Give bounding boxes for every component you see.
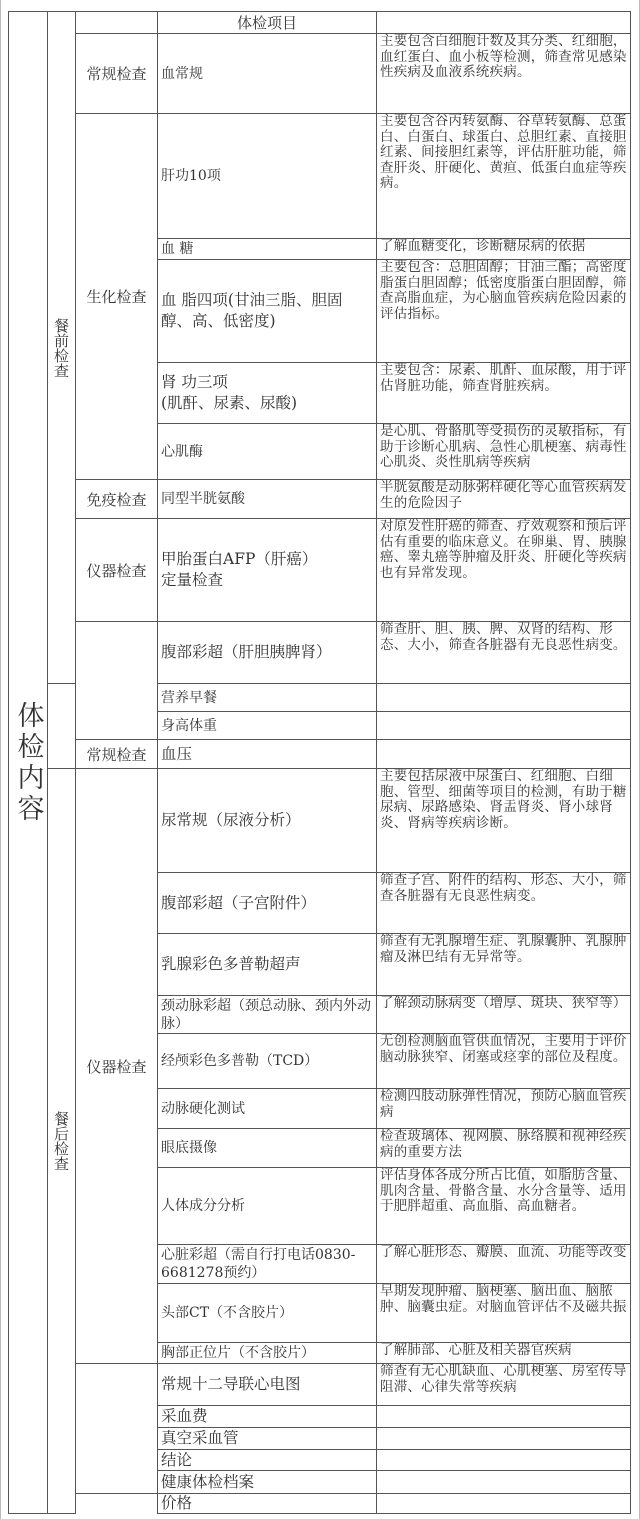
desc-cell bbox=[376, 872, 631, 934]
section-pre-meal-text: 餐前检查 bbox=[52, 317, 70, 378]
item-cell bbox=[157, 423, 377, 480]
desc-cell bbox=[376, 621, 631, 684]
category-cell-text: 仪器检查 bbox=[86, 1057, 147, 1076]
item-cell bbox=[157, 995, 377, 1034]
item-cell bbox=[157, 1128, 377, 1168]
title-cell bbox=[8, 11, 48, 1514]
desc-cell-text: 主要包含：尿素、肌酐、血尿酸，用于评估肾脏功能，筛查肾脏疾病。 bbox=[380, 362, 627, 394]
item-cell-text: 人体成分分析 bbox=[161, 1198, 245, 1214]
desc-cell-text: 检查玻璃体、视网膜、脉络膜和视神经疾病的重要方法 bbox=[380, 1128, 627, 1160]
item-cell bbox=[157, 872, 377, 934]
desc-cell bbox=[376, 1033, 631, 1089]
category-cell bbox=[75, 1363, 158, 1494]
header-item bbox=[157, 11, 377, 34]
desc-cell bbox=[376, 995, 631, 1034]
item-cell-text: 腹部彩超（子宫附件） bbox=[161, 893, 317, 912]
category-cell bbox=[75, 621, 158, 740]
item-cell-text: 胸部正位片（不含胶片） bbox=[161, 1345, 315, 1361]
desc-cell bbox=[376, 683, 631, 712]
item-cell-text: 颈动脉彩超（颈总动脉、颈内外动脉） bbox=[161, 997, 371, 1032]
desc-cell bbox=[376, 1244, 631, 1284]
item-cell bbox=[157, 1493, 377, 1514]
desc-cell bbox=[376, 113, 631, 239]
item-cell-text: 营养早餐 bbox=[161, 689, 217, 706]
desc-cell bbox=[376, 1493, 631, 1514]
desc-cell bbox=[376, 1363, 631, 1406]
item-cell bbox=[157, 479, 377, 519]
desc-cell bbox=[376, 768, 631, 873]
item-cell-text: 同型半胱氨酸 bbox=[161, 491, 245, 507]
category-cell-text: 常规检查 bbox=[86, 745, 147, 764]
desc-cell-text: 主要包括尿液中尿蛋白、红细胞、白细胞、管型、细菌等项目的检测，有助于糖尿病、尿路感染、肾盂肾炎、肾小球肾炎、肾病等疾病诊断。 bbox=[380, 768, 627, 831]
item-cell-text: 结论 bbox=[161, 1450, 193, 1469]
desc-cell bbox=[376, 933, 631, 996]
desc-cell-text: 是心肌、骨骼肌等受损伤的灵敏指标，有助于诊断心肌病、急性心肌梗塞、病毒性心肌炎、炎性肌病等疾病 bbox=[380, 423, 627, 471]
item-cell-text: 尿常规（尿液分析） bbox=[161, 811, 301, 829]
category-cell bbox=[75, 113, 158, 480]
item-cell-text: 价格 bbox=[161, 1494, 193, 1512]
desc-cell-text: 无创检测脑血管供血情况，主要用于评价脑动脉狭窄、闭塞或痉挛的部位及程度。 bbox=[380, 1033, 627, 1065]
item-cell-text: 血 糖 bbox=[161, 241, 194, 257]
item-cell bbox=[157, 1405, 377, 1428]
title-cell-text: 体检内容 bbox=[12, 700, 44, 825]
item-cell bbox=[157, 683, 377, 712]
category-cell bbox=[75, 768, 158, 1364]
item-cell bbox=[157, 1449, 377, 1471]
desc-cell bbox=[376, 1088, 631, 1129]
item-cell bbox=[157, 768, 377, 873]
section-blank bbox=[47, 683, 76, 769]
item-cell-text: 经颅彩色多普勒（TCD） bbox=[161, 1053, 319, 1069]
desc-cell-text: 筛查子宫、附件的结构、形态、大小，筛查各脏器有无良恶性病变。 bbox=[380, 872, 627, 904]
item-cell-text: 眼底摄像 bbox=[161, 1140, 217, 1156]
item-cell bbox=[157, 362, 377, 424]
desc-cell bbox=[376, 1342, 631, 1364]
category-cell-text: 常规检查 bbox=[86, 65, 147, 83]
item-cell-text: 身高体重 bbox=[161, 717, 217, 734]
desc-cell bbox=[376, 1128, 631, 1168]
desc-cell-text: 了解血糖变化，诊断糖尿病的依据 bbox=[380, 238, 586, 254]
desc-cell-text: 筛查有无心肌缺血、心肌梗塞、房室传导阻滞、心律失常等疾病 bbox=[380, 1363, 627, 1395]
desc-cell bbox=[376, 711, 631, 740]
item-cell-text: 心肌酶 bbox=[161, 443, 203, 460]
desc-cell-text: 筛查有无乳腺增生症、乳腺囊肿、乳腺肿瘤及淋巴结有无异常等。 bbox=[380, 933, 627, 965]
desc-cell bbox=[376, 1470, 631, 1494]
item-cell-text: 采血费 bbox=[161, 1407, 208, 1425]
item-cell-text: 乳腺彩色多普勒超声 bbox=[161, 955, 301, 973]
category-cell bbox=[75, 33, 158, 114]
item-cell bbox=[157, 1427, 377, 1450]
item-cell bbox=[157, 1470, 377, 1494]
item-cell-text: 腹部彩超（肝胆胰脾肾） bbox=[161, 643, 332, 661]
desc-cell-text: 评估身体各成分所占比值，如脂肪含量、肌肉含量、骨骼含量、水分含量等、适用于肥胖超重、高血脂、高血糖者。 bbox=[380, 1167, 627, 1215]
item-cell-text: 真空采血管 bbox=[161, 1429, 239, 1447]
desc-cell bbox=[376, 1427, 631, 1450]
desc-cell-text: 了解颈动脉病变（增厚、斑块、狭窄等） bbox=[380, 995, 627, 1011]
category-cell-text: 仪器检查 bbox=[86, 561, 147, 580]
item-cell-text: 血常规 bbox=[161, 65, 203, 82]
desc-cell-text: 早期发现肿瘤、脑梗塞、脑出血、脑脓肿、脑囊虫症。对脑血管评估不及磁共振 bbox=[380, 1283, 627, 1315]
item-cell-text: 健康体检档案 bbox=[161, 1472, 255, 1491]
section-post-meal-text: 餐后检查 bbox=[52, 1111, 70, 1171]
category-cell bbox=[75, 739, 158, 769]
item-cell bbox=[157, 711, 377, 740]
section-pre-meal bbox=[47, 11, 76, 684]
desc-cell bbox=[376, 33, 631, 114]
header-blank bbox=[75, 11, 158, 34]
item-cell-text: 血 脂四项(甘油三脂、胆固醇、高、低密度) bbox=[161, 291, 343, 330]
item-cell-text: 肝功10项 bbox=[161, 168, 221, 184]
desc-cell bbox=[376, 259, 631, 363]
item-cell-text: 血压 bbox=[161, 744, 193, 763]
desc-cell bbox=[376, 423, 631, 480]
item-cell-text: 头部CT（不含胶片） bbox=[161, 1305, 294, 1321]
desc-cell bbox=[376, 1283, 631, 1343]
item-cell bbox=[157, 739, 377, 769]
desc-cell bbox=[376, 739, 631, 769]
item-cell bbox=[157, 1167, 377, 1245]
category-cell bbox=[75, 518, 158, 622]
item-cell bbox=[157, 1363, 377, 1406]
desc-cell bbox=[376, 1449, 631, 1471]
item-cell bbox=[157, 1342, 377, 1364]
desc-cell-text: 了解心脏形态、瓣膜、血流、功能等改变 bbox=[380, 1244, 627, 1260]
header-desc bbox=[376, 11, 631, 34]
item-cell bbox=[157, 1033, 377, 1089]
category-cell bbox=[75, 479, 158, 519]
desc-cell bbox=[376, 238, 631, 260]
item-cell-text: 常规十二导联心电图 bbox=[161, 1375, 301, 1393]
item-cell bbox=[157, 33, 377, 114]
section-post-meal bbox=[47, 768, 76, 1514]
header-item-text: 体检项目 bbox=[236, 14, 297, 32]
desc-cell-text: 检测四肢动脉弹性情况，预防心脑血管疾病 bbox=[380, 1088, 627, 1120]
desc-cell-text: 半胱氨酸是动脉粥样硬化等心血管疾病发生的危险因子 bbox=[380, 479, 627, 511]
item-cell bbox=[157, 1283, 377, 1343]
desc-cell bbox=[376, 518, 631, 622]
item-cell bbox=[157, 1244, 377, 1284]
item-cell-text: 肾 功三项 (肌酐、尿素、尿酸) bbox=[161, 373, 298, 412]
item-cell bbox=[157, 621, 377, 684]
item-cell bbox=[157, 238, 377, 260]
category-cell-text: 生化检查 bbox=[86, 288, 147, 306]
item-cell-text: 心脏彩超（需自行打电话0830-6681278预约） bbox=[161, 1247, 356, 1281]
category-cell-text: 免疫检查 bbox=[86, 490, 147, 509]
item-cell bbox=[157, 259, 377, 363]
desc-cell bbox=[376, 1405, 631, 1428]
item-cell bbox=[157, 933, 377, 996]
desc-cell-text: 主要包含谷丙转氨酶、谷草转氨酶、总蛋白、白蛋白、球蛋白、总胆红素、直接胆红素、间接胆红素等，评估肝脏功能，筛查肝炎、肝硬化、黄疸、低蛋白血症等疾病。 bbox=[380, 113, 627, 192]
item-cell-text: 甲胎蛋白AFP（肝癌） 定量检查 bbox=[161, 550, 318, 589]
item-cell bbox=[157, 518, 377, 622]
desc-cell bbox=[376, 1167, 631, 1245]
desc-cell bbox=[376, 479, 631, 519]
desc-cell-text: 主要包含：总胆固醇；甘油三酯；高密度脂蛋白胆固醇；低密度脂蛋白胆固醇，筛查高脂血症，为心脑血管疾病危险因素的评估指标。 bbox=[380, 259, 627, 322]
item-cell-text: 动脉硬化测试 bbox=[161, 1100, 245, 1117]
desc-cell bbox=[376, 362, 631, 424]
desc-cell-text: 筛查肝、胆、胰、脾、双肾的结构、形态、大小，筛查各脏器有无良恶性病变。 bbox=[380, 621, 627, 653]
desc-cell-text: 主要包含白细胞计数及其分类、红细胞，血红蛋白、血小板等检测，筛查常见感染性疾病及血液系统疾病。 bbox=[380, 33, 627, 81]
desc-cell-text: 了解肺部、心脏及相关器官疾病 bbox=[380, 1342, 572, 1358]
desc-cell-text: 对原发性肝癌的筛查、疗效观察和预后评估有重要的临床意义。在卵巢、胃、胰腺癌、睾丸癌等肿瘤及肝炎、肝硬化等疾病也有异常发现。 bbox=[380, 518, 627, 581]
item-cell bbox=[157, 113, 377, 239]
item-cell bbox=[157, 1088, 377, 1129]
